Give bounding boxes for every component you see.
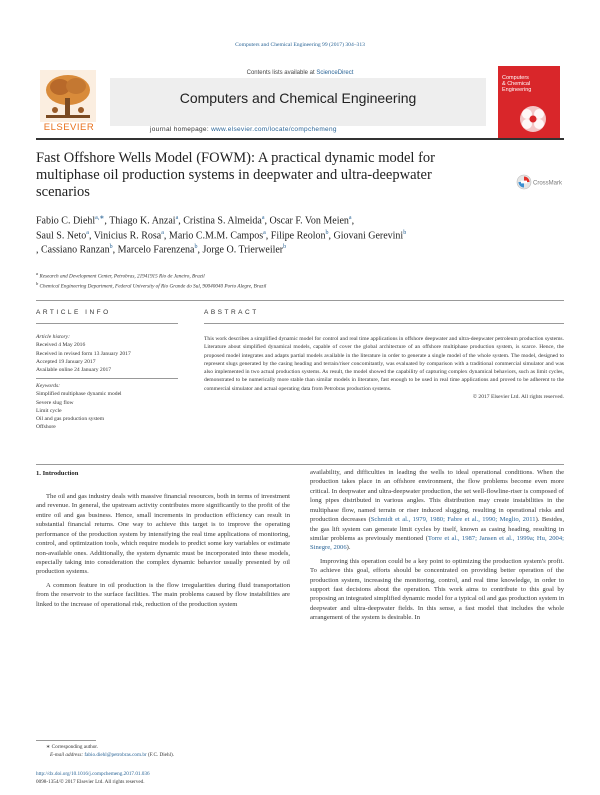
author-separator: ,	[112, 244, 118, 256]
author-affil-marker[interactable]: a	[263, 229, 266, 236]
crossmark-icon[interactable]	[516, 174, 562, 190]
history-entry: Received in revised form 13 January 2017	[36, 350, 131, 357]
keyword: Severe slug flow	[36, 399, 74, 406]
author: Filipe Reolon	[270, 229, 326, 241]
author-separator: ,	[163, 229, 169, 241]
keyword: Offshore	[36, 424, 56, 431]
author: Thiago K. Anzai	[109, 215, 176, 227]
author-affil-marker[interactable]: a	[348, 215, 352, 221]
keyword: Simplified multiphase dynamic model	[36, 391, 122, 398]
intro-paragraph	[310, 468, 564, 553]
doi-link[interactable]: http://dx.doi.org/10.1016/j.compchemeng.2017.01.036	[36, 771, 150, 777]
author: , Cassiano Ranzan	[36, 244, 110, 256]
author-separator: ,	[88, 229, 94, 241]
author: Fabio C. Diehl	[36, 215, 96, 227]
journal-reference[interactable]: Computers and Chemical Engineering 99 (2017) 304–313	[235, 42, 365, 48]
cover-title-line: & Chemical	[502, 80, 531, 87]
intro-text: ). Besides, the gas lift system can generate limit cycles by itself, known as casing heading, resulting in similar problems as previously mentioned (	[310, 516, 564, 542]
affiliation	[36, 281, 564, 290]
email-link[interactable]: fabio.diehl@petrobras.com.br	[84, 751, 147, 758]
keywords	[36, 382, 178, 432]
intro-text: availability, and difficulties in leading the wells to ideal operational conditions. When the production takes place in an offshore environment, the flow problems become even more critical. In deepwater and ultra-deepwater production, the set well-flowline-riser is composed of long pipes distributed in various angles. This distribution may create instabilities in the multiphase flow, named terrain or riser induced slugging, resulting in operational risks and production decreases (	[310, 469, 564, 524]
history-entry: Received 4 May 2016	[36, 342, 86, 349]
author: Vinicius R. Rosa	[93, 229, 162, 241]
author: Giovani Gerevini	[333, 229, 404, 241]
issn-line: 0098-1354/© 2017 Elsevier Ltd. All rights reserved.	[36, 779, 145, 786]
cover-title-line: Computers	[502, 75, 529, 81]
keywords-label: Keywords:	[36, 383, 61, 389]
author-separator: ,	[351, 215, 355, 227]
affiliation-text: Chemical Engineering Department, Federal University of Rio Grande do Sul, 90040040 Porto Alegre, Brazil	[39, 283, 267, 290]
elsevier-tree-logo	[40, 70, 96, 122]
author-list	[36, 214, 564, 258]
corresponding-label: Corresponding author.	[51, 744, 99, 750]
history-entry: Accepted 19 January 2017	[36, 358, 96, 365]
affiliation-text: Research and Development Center, Petrobras, 21941915 Rio de Janeiro, Brazil	[39, 273, 205, 280]
author-affil-marker[interactable]: b	[194, 244, 198, 251]
author-affil-marker[interactable]: a	[175, 215, 179, 221]
author: Oscar F. Von Meien	[269, 215, 349, 227]
affiliation-marker: a	[36, 271, 39, 276]
keywords-rule	[36, 378, 178, 379]
citation-link[interactable]: Schmidt et al., 1979, 1980; Fabre et al., 1990; Meglio, 2011	[370, 516, 536, 524]
author: Jorge O. Trierweiler	[202, 244, 284, 256]
email-suffix: (F.C. Diehl).	[147, 751, 175, 758]
bottom-identifiers	[36, 770, 290, 786]
elsevier-wordmark: ELSEVIER	[43, 122, 95, 133]
footnote-rule	[36, 740, 96, 741]
homepage-link[interactable]: www.elsevier.com/locate/compchemeng	[211, 126, 337, 133]
contents-available	[150, 70, 450, 76]
article-info-rule	[36, 323, 178, 324]
intro-right-column	[310, 468, 564, 623]
intro-paragraph: A common feature in oil production is the flow irregularities during fluid transportation from the reservoir to the surface facilities. The main problems caused by flow instabilities are linked to the increase of operational risk, reduction of the production system	[36, 581, 290, 608]
section-rule	[36, 300, 564, 301]
author-separator: ,	[197, 244, 203, 256]
author: Cristina S. Almeida	[183, 215, 262, 227]
author-affil-marker[interactable]: a	[261, 215, 265, 221]
intro-paragraph: The oil and gas industry deals with massive financial resources, both in terms of investment and revenue. In general, the upstream activity contributes more significantly to the profit of the entire oil and gas business. Hence, small increments in production efficiency can result in substantial financial returns. One way to achieve this target is to improve the operating performance of the production system by intensifying the real time applications of monitoring, control, and optimization tools, which require models to predict some key variables or estimate non-available ones. Additionally, the system dynamic must be incorporated into these models, especially taking into consideration the complex dynamic behavior usually presented by oil production systems.	[36, 493, 290, 576]
keyword: Limit cycle	[36, 407, 62, 414]
author-affil-marker[interactable]: a,∗	[95, 215, 105, 221]
author-affil-marker[interactable]: b	[403, 229, 407, 236]
keyword: Oil and gas production system	[36, 416, 105, 423]
abstract-rule	[204, 323, 564, 324]
abstract-copyright: © 2017 Elsevier Ltd. All rights reserved.	[472, 393, 564, 400]
footnote-marker: ∗	[46, 744, 51, 750]
intro-left-column	[36, 492, 290, 609]
crossmark-label: CrossMark	[533, 180, 562, 187]
author-affil-marker[interactable]: b	[325, 229, 329, 236]
email-label: E-mail address:	[50, 751, 84, 758]
author: Saul S. Neto	[36, 229, 87, 241]
article-info-heading: ARTICLE INFO	[36, 309, 111, 316]
citation-link[interactable]: Torre et al., 1987; Jansen et al., 1999a; Hu, 2004; Sinegre, 2006	[310, 534, 564, 552]
journal-title[interactable]: Computers and Chemical Engineering	[179, 90, 417, 106]
abstract-text: This work describes a simplified dynamic model for control and real time applications in offshore deepwater and ultra-deepwater petroleum production systems. Literature about simplified dynamical models, capable of cover the global architecture of an offshore multiphase production system, is scarce. Hence, the proposed model integrates and adapts partial models available in the literature in order to generate a single model of the whole system. The model, designed to represent slugs generated by the casing heading and terrain/riser concomitantly, was evaluated by comparison with a traditional commercial simulator and was also implemented in two actual production systems. As result, the model showed the capability of capturing complex dynamical behaviors, such as limit cycles, demonstrated to be numerically more stable than similar models in literature, fast enough to be used in real time applications and proved to be adherent to the commercial simulator and actual operating data from Petrobras production systems.	[204, 336, 564, 392]
history-label: Article history:	[36, 334, 71, 340]
cover-title-line: Engineering	[502, 86, 532, 93]
affiliation	[36, 271, 564, 280]
sciencedirect-link[interactable]: ScienceDirect	[316, 70, 354, 76]
cover-title	[502, 76, 556, 93]
abstract-end-rule	[36, 464, 564, 465]
intro-heading: 1. Introduction	[36, 470, 79, 477]
affiliation-marker: b	[36, 281, 39, 286]
email-line	[36, 752, 290, 760]
article-history	[36, 333, 178, 374]
homepage-label: journal homepage:	[150, 126, 209, 133]
author-affil-marker[interactable]: b	[109, 244, 113, 251]
contents-prefix: Contents lists available at	[246, 70, 315, 76]
history-entry: Available online 24 January 2017	[36, 367, 112, 374]
author-separator: ,	[104, 215, 110, 227]
author-affil-marker[interactable]: a	[86, 229, 89, 236]
author-separator: ,	[264, 215, 270, 227]
cover-flower-graphic	[514, 102, 552, 136]
intro-text: ).	[346, 544, 351, 552]
author-separator: ,	[178, 215, 184, 227]
author-affil-marker[interactable]: b	[283, 244, 287, 251]
intro-paragraph: Improving this operation could be a key point to optimizing the production system's profit. To achieve this goal, efforts should be concentrated on providing better operation of the production system, increasing the monitoring, control, and real time knowledge, in order to support fast decisions about the operation. This work aims to contribute to this goal by proposing an integrated simplified dynamic model for a typical oil and gas production system in deepwater and ultra-deepwater fields. In this sense, a fast model that includes the whole arrangement of the system is desirable. In	[310, 557, 564, 622]
corresponding-author	[36, 744, 290, 752]
article-title: Fast Offshore Wells Model (FOWM): A practical dynamic model for multiphase oil production systems in deepwater and ultra-deepwater scenarios	[36, 150, 435, 200]
abstract-body	[204, 335, 564, 401]
abstract-heading: ABSTRACT	[204, 309, 259, 316]
header-rule	[36, 138, 564, 140]
author-separator: ,	[328, 229, 334, 241]
author-affil-marker[interactable]: a	[161, 229, 164, 236]
author: Marcelo Farenzena	[117, 244, 195, 256]
author-separator: ,	[265, 229, 271, 241]
author: Mario C.M.M. Campos	[168, 229, 264, 241]
journal-homepage	[150, 126, 510, 133]
footnote	[36, 744, 290, 760]
